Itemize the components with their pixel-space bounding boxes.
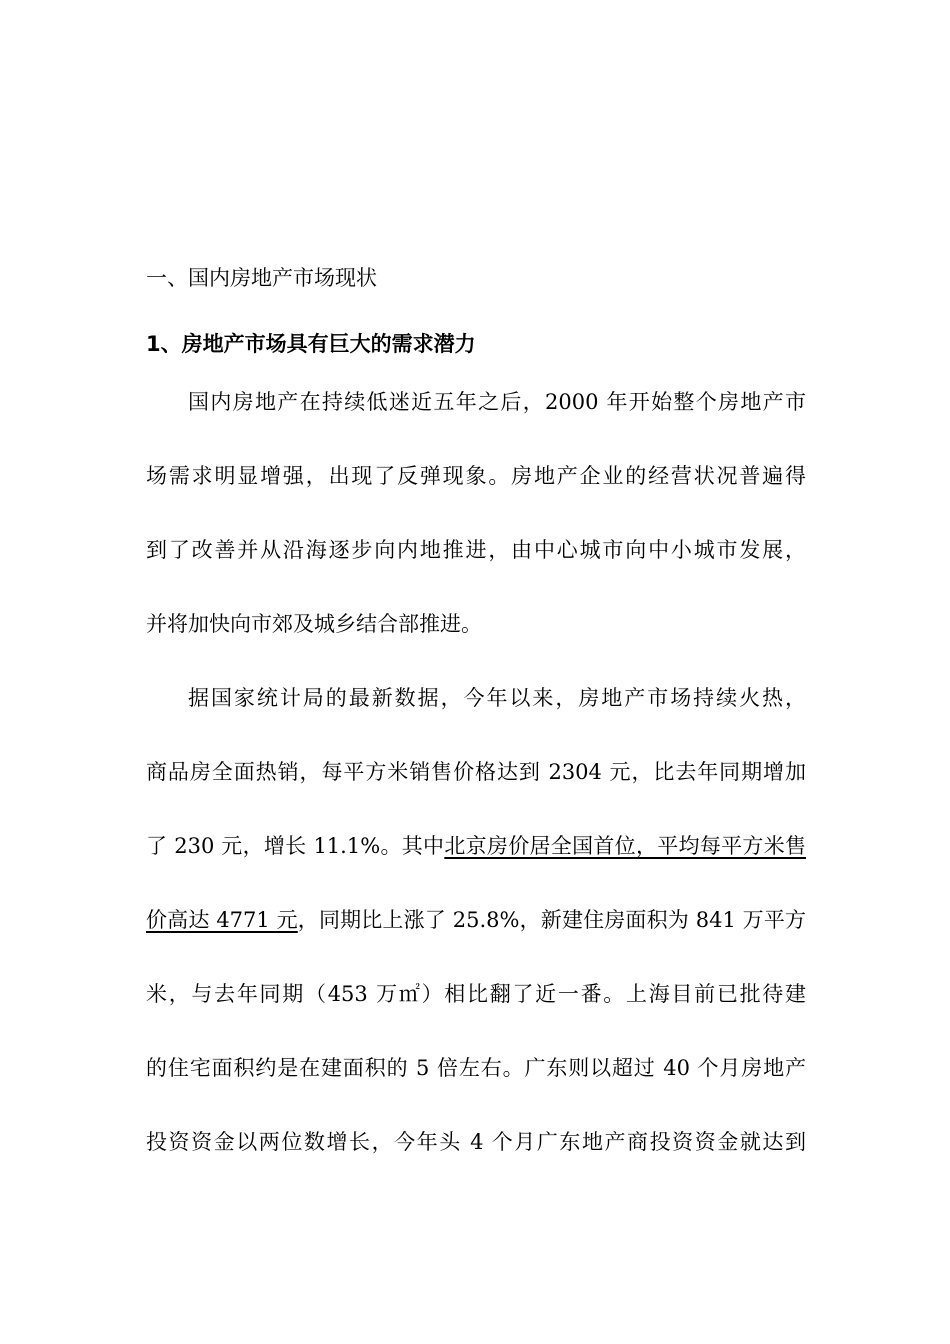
paragraph-2-line-4 [146, 905, 806, 935]
line-3-plain-text: 了 230 元，增长 11.1%。其中 [146, 834, 445, 858]
underlined-beijing-price-text: 北京房价居全国首位，平均每平方米售 [444, 834, 806, 858]
paragraph-1-line-4: 并将加快向市郊及城乡结合部推进。 [146, 612, 482, 636]
paragraph-2-line-5: 米，与去年同期（453 万㎡）相比翻了近一番。上海目前已批待建 [146, 982, 806, 1006]
line-4-plain-text: ，同期比上涨了 25.8%，新建住房面积为 841 万平方 [297, 908, 807, 932]
paragraph-1-line-1: 国内房地产在持续低迷近五年之后，2000 年开始整个房地产市 [188, 390, 806, 414]
underlined-beijing-price-value: 价高达 4771 元 [146, 908, 298, 932]
paragraph-2-line-3 [146, 831, 806, 861]
paragraph-1-line-2: 场需求明显增强，出现了反弹现象。房地产企业的经营状况普遍得 [146, 464, 806, 488]
paragraph-2-line-6: 的住宅面积约是在建面积的 5 倍左右。广东则以超过 40 个月房地产 [146, 1056, 806, 1080]
paragraph-2-line-7: 投资资金以两位数增长，今年头 4 个月广东地产商投资资金就达到 [146, 1130, 806, 1154]
section-title: 一、国内房地产市场现状 [146, 266, 377, 290]
paragraph-2-line-2: 商品房全面热销，每平方米销售价格达到 2304 元，比去年同期增加 [146, 760, 806, 784]
subsection-title: 1、房地产市场具有巨大的需求潜力 [146, 332, 476, 356]
paragraph-1-line-3: 到了改善并从沿海逐步向内地推进，由中心城市向中小城市发展， [146, 538, 806, 562]
paragraph-2-line-1: 据国家统计局的最新数据，今年以来，房地产市场持续火热， [188, 686, 806, 710]
